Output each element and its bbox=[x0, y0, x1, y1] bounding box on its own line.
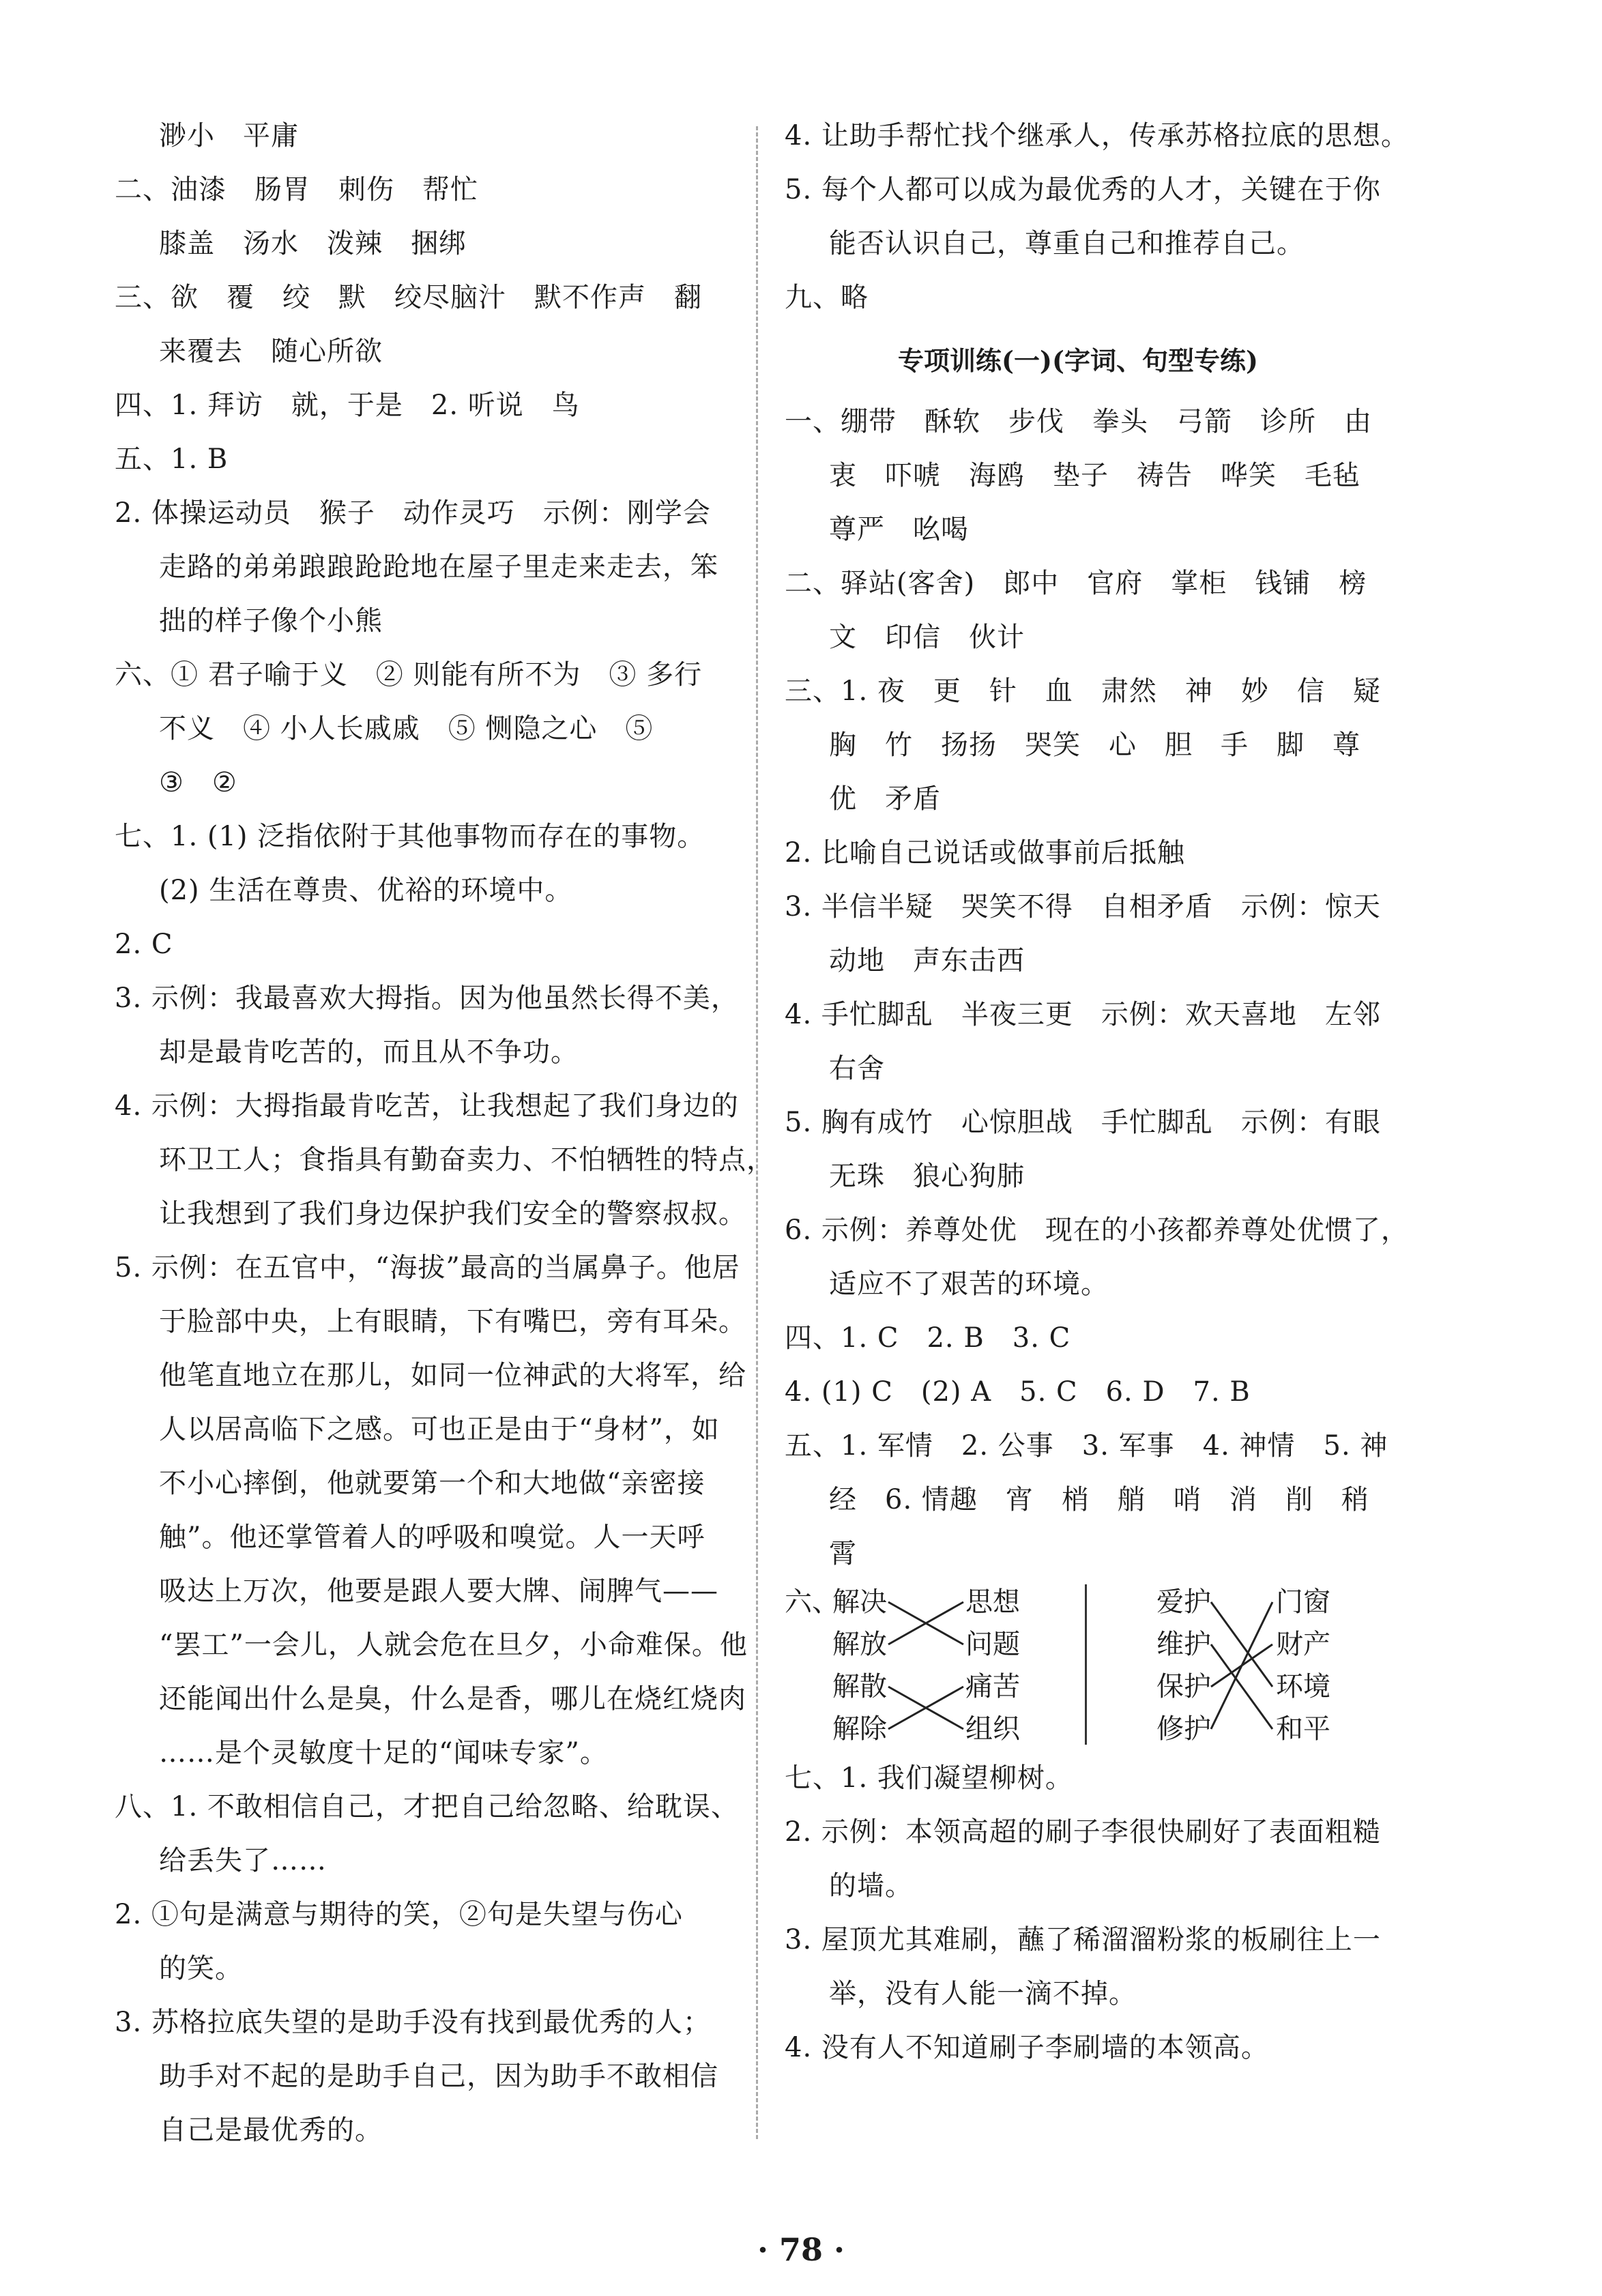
answer-line: 2. 比喻自己说话或做事前后抵触 bbox=[785, 837, 1185, 869]
answer-line: 让我想到了我们身边保护我们安全的警察叔叔。 bbox=[159, 1198, 746, 1230]
answer-line: 的墙。 bbox=[829, 1870, 913, 1902]
matching-exercise bbox=[785, 1581, 1399, 1752]
match-label: 六、 bbox=[785, 1586, 839, 1618]
answer-line: 走路的弟弟踉踉跄跄地在屋子里走来走去，笨 bbox=[159, 551, 718, 583]
match-word: 保护 bbox=[1156, 1671, 1211, 1702]
answer-line: 2. 体操运动员 猴子 动作灵巧 示例：刚学会 bbox=[115, 497, 711, 529]
answer-line: 还能闻出什么是臭，什么是香，哪儿在烧红烧肉 bbox=[159, 1683, 746, 1715]
answer-line: 膝盖 汤水 泼辣 捆绑 bbox=[159, 228, 467, 259]
answer-line: 5. 每个人都可以成为最优秀的人才，关键在于你 bbox=[785, 174, 1381, 205]
answer-line: 四、1. C 2. B 3. C bbox=[785, 1322, 1071, 1354]
match-word: 环境 bbox=[1276, 1671, 1330, 1702]
answer-line: 5. 示例：在五官中，“海拔”最高的当属鼻子。他居 bbox=[115, 1252, 740, 1283]
match-line bbox=[1211, 1602, 1272, 1729]
answer-line: 七、1. 我们凝望柳树。 bbox=[785, 1762, 1073, 1794]
match-word: 修护 bbox=[1156, 1713, 1211, 1745]
match-word: 门窗 bbox=[1276, 1586, 1330, 1618]
right-top-block bbox=[785, 109, 1409, 325]
answer-line: 动地 声东击西 bbox=[829, 945, 1025, 976]
match-word: 解决 bbox=[832, 1586, 887, 1618]
answer-line: 触”。他还掌管着人的呼吸和嗅觉。人一天呼 bbox=[159, 1522, 705, 1553]
answer-line: 胸 竹 扬扬 哭笑 心 胆 手 脚 尊 bbox=[829, 729, 1360, 761]
match-word: 解放 bbox=[832, 1629, 887, 1660]
answer-line: 一、绷带 酥软 步伐 拳头 弓箭 诊所 由 bbox=[785, 406, 1372, 437]
answer-line: 2. 示例：本领高超的刷子李很快刷好了表面粗糙 bbox=[785, 1816, 1381, 1848]
match-word: 组织 bbox=[965, 1713, 1020, 1745]
right-column bbox=[785, 109, 1409, 2075]
answer-line: 来覆去 随心所欲 bbox=[159, 336, 383, 367]
answer-line: 二、驿站(客舍) 郎中 官府 掌柜 钱铺 榜 bbox=[785, 568, 1367, 599]
answer-line: 助手对不起的是助手自己，因为助手不敢相信 bbox=[159, 2061, 718, 2092]
answer-line: 的笑。 bbox=[159, 1953, 243, 1984]
answer-line: “罢工”一会儿，人就会危在旦夕，小命难保。他 bbox=[159, 1629, 748, 1661]
answer-line: 三、欲 覆 绞 默 绞尽脑汁 默不作声 翻 bbox=[115, 282, 702, 313]
answer-line: 3. 苏格拉底失望的是助手没有找到最优秀的人； bbox=[115, 2007, 711, 2038]
match-word: 维护 bbox=[1156, 1629, 1211, 1660]
answer-line: 环卫工人；食指具有勤奋卖力、不怕牺牲的特点， bbox=[159, 1144, 774, 1176]
answer-line: 衷 吓唬 海鸥 垫子 祷告 哗笑 毛毡 bbox=[829, 460, 1360, 491]
match-word: 解散 bbox=[832, 1671, 887, 1702]
answer-line: 4. 没有人不知道刷子李刷墙的本领高。 bbox=[785, 2032, 1269, 2063]
match-word: 财产 bbox=[1276, 1629, 1330, 1660]
right-bottom-block bbox=[785, 1752, 1399, 2075]
answer-line: 尊严 吆喝 bbox=[829, 514, 969, 545]
match-word: 解除 bbox=[832, 1713, 887, 1745]
answer-line: ③ ② bbox=[159, 767, 237, 798]
right-mid-block bbox=[785, 395, 1409, 1581]
answer-line: 七、1. (1) 泛指依附于其他事物而存在的事物。 bbox=[115, 821, 705, 852]
answer-line: 3. 屋顶尤其难刷，蘸了稀溜溜粉浆的板刷往上一 bbox=[785, 1924, 1381, 1956]
match-word: 思想 bbox=[965, 1586, 1020, 1618]
answer-line: 三、1. 夜 更 针 血 肃然 神 妙 信 疑 bbox=[785, 675, 1381, 707]
answer-line: 2. C bbox=[115, 929, 173, 960]
answer-line: 二、油漆 肠胃 刺伤 帮忙 bbox=[115, 174, 478, 205]
answer-line: 却是最肯吃苦的，而且从不争功。 bbox=[159, 1036, 579, 1068]
answer-line: 自己是最优秀的。 bbox=[159, 2115, 383, 2146]
answer-line: 3. 半信半疑 哭笑不得 自相矛盾 示例：惊天 bbox=[785, 891, 1381, 922]
match-word: 和平 bbox=[1276, 1713, 1330, 1745]
match-line bbox=[1211, 1602, 1272, 1687]
answer-line: 经 6. 情趣 宵 梢 艄 哨 消 削 稍 bbox=[829, 1484, 1369, 1515]
answer-line: 吸达上万次，他要是跟人要大牌、闹脾气—— bbox=[159, 1575, 718, 1607]
answer-line: 拙的样子像个小熊 bbox=[159, 605, 383, 637]
answer-line: 举，没有人能一滴不掉。 bbox=[829, 1978, 1137, 2009]
match-word: 痛苦 bbox=[965, 1671, 1020, 1702]
answer-line: 五、1. B bbox=[115, 444, 229, 475]
answer-line: 人以居高临下之感。可也正是由于“身材”，如 bbox=[159, 1414, 720, 1445]
answer-line: 优 矛盾 bbox=[829, 783, 941, 815]
answer-line: (2) 生活在尊贵、优裕的环境中。 bbox=[159, 875, 573, 906]
answer-line: 六、① 君子喻于义 ② 则能有所不为 ③ 多行 bbox=[115, 659, 703, 691]
answer-line: 他笔直地立在那儿，如同一位神武的大将军，给 bbox=[159, 1360, 746, 1391]
match-separator bbox=[1085, 1584, 1087, 1745]
answer-line: 4. (1) C (2) A 5. C 6. D 7. B bbox=[785, 1376, 1251, 1408]
answer-line: 八、1. 不敢相信自己，才把自己给忽略、给耽误、 bbox=[115, 1791, 739, 1822]
answer-line: 给丢失了…… bbox=[159, 1845, 327, 1876]
answer-line: 6. 示例：养尊处优 现在的小孩都养尊处优惯了， bbox=[785, 1215, 1409, 1246]
left-column bbox=[115, 109, 774, 2157]
section-title: 专项训练(一)(字词、句型专练) bbox=[898, 345, 1258, 376]
match-line bbox=[1211, 1644, 1272, 1729]
answer-line: 四、1. 拜访 就，于是 2. 听说 鸟 bbox=[115, 390, 580, 421]
answer-line: 4. 示例：大拇指最肯吃苦，让我想起了我们身边的 bbox=[115, 1090, 739, 1122]
answer-line: 右舍 bbox=[829, 1053, 885, 1084]
answer-line: 无珠 狼心狗肺 bbox=[829, 1161, 1025, 1192]
answer-line: 适应不了艰苦的环境。 bbox=[829, 1268, 1109, 1300]
match-word: 爱护 bbox=[1156, 1586, 1211, 1618]
answer-line: 渺小 平庸 bbox=[159, 120, 299, 151]
answer-line: 5. 胸有成竹 心惊胆战 手忙脚乱 示例：有眼 bbox=[785, 1107, 1381, 1138]
answer-line: 2. ①句是满意与期待的笑，②句是失望与伤心 bbox=[115, 1899, 683, 1930]
answer-line: 于脸部中央，上有眼睛，下有嘴巴，旁有耳朵。 bbox=[159, 1306, 746, 1337]
page-number: · 78 · bbox=[757, 2231, 845, 2268]
column-divider bbox=[756, 126, 758, 2139]
answer-line: 文 印信 伙计 bbox=[829, 622, 1025, 653]
answer-line: 4. 让助手帮忙找个继承人，传承苏格拉底的思想。 bbox=[785, 120, 1409, 151]
answer-line: 霄 bbox=[829, 1538, 857, 1569]
answer-line: 不小心摔倒，他就要第一个和大地做“亲密接 bbox=[159, 1468, 705, 1499]
match-word: 问题 bbox=[965, 1629, 1020, 1660]
answer-line: 五、1. 军情 2. 公事 3. 军事 4. 神情 5. 神 bbox=[785, 1430, 1388, 1462]
answer-line: 能否认识自己，尊重自己和推荐自己。 bbox=[829, 228, 1305, 259]
answer-line: ……是个灵敏度十足的“闻味专家”。 bbox=[159, 1737, 608, 1769]
answer-line: 不义 ④ 小人长戚戚 ⑤ 恻隐之心 ⑤ bbox=[159, 713, 654, 744]
answer-line: 4. 手忙脚乱 半夜三更 示例：欢天喜地 左邻 bbox=[785, 999, 1381, 1030]
answer-line: 九、略 bbox=[785, 282, 869, 313]
answer-line: 3. 示例：我最喜欢大拇指。因为他虽然长得不美， bbox=[115, 983, 739, 1014]
